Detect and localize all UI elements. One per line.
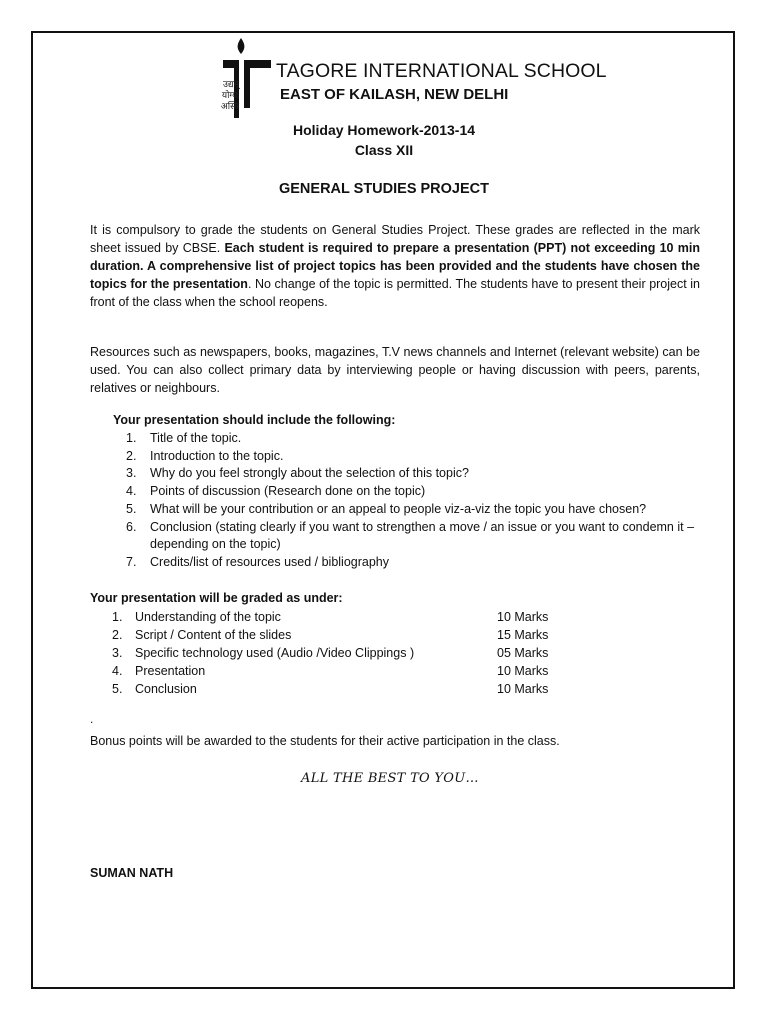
grading-number: 4. <box>112 664 123 678</box>
list-item-text: Title of the topic. <box>150 431 242 445</box>
grading-marks: 10 Marks <box>497 682 549 696</box>
grading-criterion: Understanding of the topic <box>135 610 281 624</box>
list-number: 7. <box>126 554 137 569</box>
list-number: 3. <box>126 466 137 481</box>
grading-marks: 10 Marks <box>497 610 549 624</box>
grading-marks: 05 Marks <box>497 646 549 660</box>
logo-motto-line-3: अस्मि <box>220 102 239 112</box>
intro-text: It is compulsory to grade the students on General Studies Project. These grades are reflected in the mark sheet issued by CBSE. <box>90 223 700 255</box>
list-item-text: Conclusion (stating clearly if you want to strengthen a move / an issue or you want to condemn it – depending on the topic) <box>150 519 695 552</box>
bonus-note: Bonus points will be awarded to the students for their active participation in the class. <box>90 734 560 748</box>
list-item-text: What will be your contribution or an appeal to people viz-a-viz the topic you have chosen? <box>150 501 647 516</box>
list-item <box>120 554 705 572</box>
project-title: GENERAL STUDIES PROJECT <box>278 181 490 197</box>
grading-list <box>107 608 567 698</box>
grading-criterion: Specific technology used (Audio /Video Clippings ) <box>135 646 415 660</box>
intro-paragraph <box>90 221 700 311</box>
list-item-text: Points of discussion (Research done on the topic) <box>150 484 426 499</box>
list-item <box>120 483 705 501</box>
grading-row <box>107 680 567 698</box>
include-heading: Your presentation should include the following: <box>113 413 396 427</box>
intro-rest-text: . No change of the topic is permitted. The students have to present their project in front of the class when the school reopens. <box>90 277 700 309</box>
grading-number: 1. <box>112 610 123 624</box>
list-item <box>120 448 705 466</box>
grading-row <box>107 662 567 680</box>
list-item-text: Credits/list of resources used / bibliography <box>150 554 390 569</box>
grading-marks: 15 Marks <box>497 628 549 642</box>
list-item <box>120 501 705 519</box>
list-number: 4. <box>126 484 137 499</box>
author-name: SUMAN NATH <box>90 866 174 880</box>
grading-criterion: Script / Content of the slides <box>135 628 292 642</box>
list-number: 6. <box>126 519 137 534</box>
logo-motto-line-2: योग्यः <box>221 91 239 101</box>
stray-dot: . <box>90 712 94 726</box>
grading-heading: Your presentation will be graded as under: <box>90 591 343 605</box>
list-number: 2. <box>126 448 137 463</box>
logo-motto <box>201 80 239 113</box>
grading-number: 2. <box>112 628 123 642</box>
grading-row <box>107 626 567 644</box>
include-list <box>120 430 705 572</box>
grading-row <box>107 608 567 626</box>
list-item-text: Introduction to the topic. <box>150 448 284 463</box>
school-name: TAGORE INTERNATIONAL SCHOOL <box>276 60 607 82</box>
list-item <box>120 430 705 448</box>
intro-bold-text: Each student is required to prepare a presentation (PPT) not exceeding 10 min duration. A comprehensive list of project topics has been provided and the students have chosen the topics for the presentation <box>90 241 700 291</box>
grading-criterion: Presentation <box>135 664 206 678</box>
homework-title: Holiday Homework-2013-14 <box>292 122 476 138</box>
list-item-text: Why do you feel strongly about the selection of this topic? <box>150 466 469 481</box>
list-number: 1. <box>126 431 137 445</box>
resources-paragraph: Resources such as newspapers, books, magazines, T.V news channels and Internet (relevant website) can be used. You can also collect primary data by interviewing people or having discussion with peers, parents, relatives or neighbours. <box>90 345 700 395</box>
grading-row <box>107 644 567 662</box>
best-wishes: ALL THE BEST TO YOU… <box>301 771 479 786</box>
school-location: EAST OF KAILASH, NEW DELHI <box>280 86 509 103</box>
grading-criterion: Conclusion <box>135 682 197 696</box>
list-item <box>120 519 705 554</box>
list-item <box>120 465 705 483</box>
logo-motto-line-1: उद्यम् <box>223 80 239 90</box>
grading-number: 3. <box>112 646 123 660</box>
grading-number: 5. <box>112 682 123 696</box>
grading-marks: 10 Marks <box>497 664 549 678</box>
class-label: Class XII <box>354 142 414 158</box>
list-number: 5. <box>126 501 137 516</box>
